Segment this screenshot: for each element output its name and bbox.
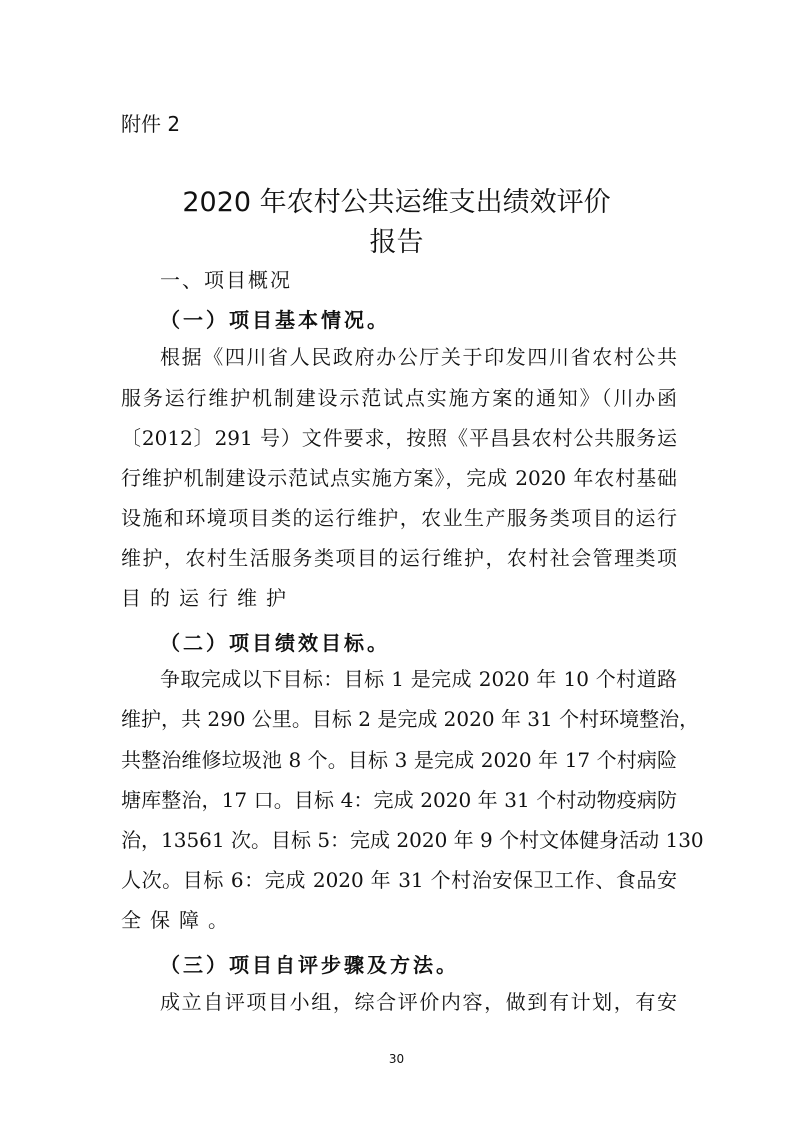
text-line: 治，13561 次。目标 5：完成 2020 年 9 个村文体健身活动 130 bbox=[121, 828, 704, 852]
text-line: 〔2012〕291 号）文件要求，按照《平昌县农村公共服务运 bbox=[121, 426, 677, 450]
text-line: 共整治维修垃圾池 8 个。目标 3 是完成 2020 年 17 个村病险 bbox=[121, 748, 677, 772]
report-title-line-1: 2020 年农村公共运维支出绩效评价 bbox=[182, 187, 611, 218]
text-line: 根据《四川省人民政府办公厅关于印发四川省农村公共 bbox=[160, 345, 677, 369]
text-line: 争取完成以下目标：目标 1 是完成 2020 年 10 个村道路 bbox=[160, 667, 677, 691]
report-title-line-2: 报告 bbox=[369, 227, 424, 258]
subheading-self-evaluation: （三）项目自评步骤及方法。 bbox=[160, 953, 459, 977]
text-line: 服务运行维护机制建设示范试点实施方案的通知》（川办函 bbox=[121, 386, 677, 410]
text-line: 塘库整治，17 口。目标 4：完成 2020 年 31 个村动物疫病防 bbox=[121, 788, 677, 812]
text-line: 行维护机制建设示范试点实施方案》，完成 2020 年农村基础 bbox=[121, 466, 677, 490]
text-line: 设施和环境项目类的运行维护，农业生产服务类项目的运行 bbox=[121, 506, 677, 530]
subheading-basic-info: （一）项目基本情况。 bbox=[160, 308, 390, 332]
page-number: 30 bbox=[388, 1052, 405, 1066]
section-heading-overview: 一、项目概况 bbox=[160, 268, 292, 292]
text-line: 成立自评项目小组，综合评价内容，做到有计划，有安 bbox=[160, 990, 677, 1014]
text-line: 维护，农村生活服务类项目的运行维护，农村社会管理类项 bbox=[121, 546, 677, 570]
subheading-performance-goals: （二）项目绩效目标。 bbox=[160, 631, 390, 655]
text-line: 维护，共 290 公里。目标 2 是完成 2020 年 31 个村环境整治， bbox=[121, 707, 700, 731]
text-line: 人次。目标 6：完成 2020 年 31 个村治安保卫工作、食品安 bbox=[121, 868, 677, 892]
text-line: 全保障。 bbox=[121, 908, 237, 932]
text-line: 目的运行维护 bbox=[121, 586, 295, 610]
attachment-label: 附件 2 bbox=[121, 112, 181, 136]
